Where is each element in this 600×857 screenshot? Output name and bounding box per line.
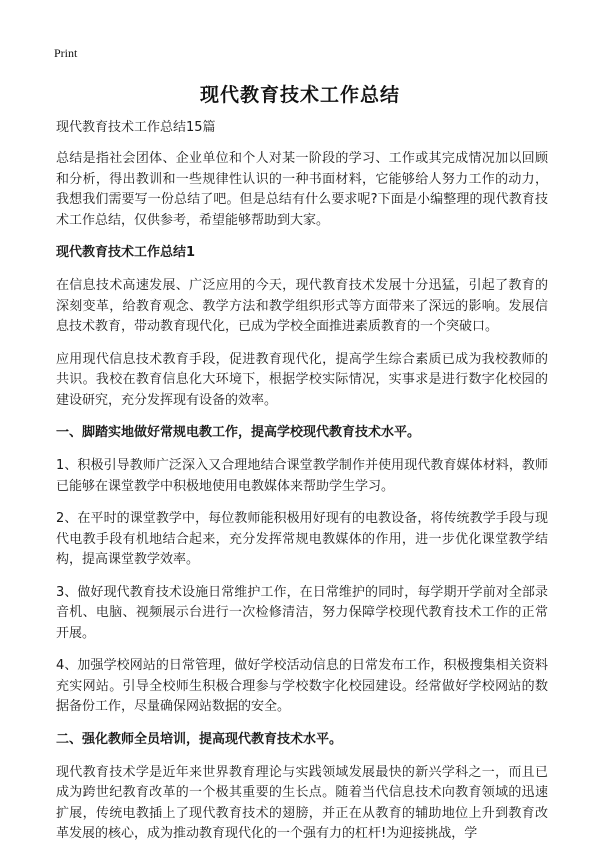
list-item-3: 3、做好现代教育技术设施日常维护工作，在日常维护的同时，每学期开学前对全部录音机、电脑、视频展示台进行一次检修清洁，努力保障学校现代教育技术工作的正常开展。 <box>56 584 548 641</box>
list-item-1: 1、积极引导教师广泛深入又合理地结合课堂教学制作并使用现代教育媒体材料，教师已能够在课堂教学中积极地使用电教媒体来帮助学生学习。 <box>56 458 548 494</box>
paragraph-3: 现代教育技术学是近年来世界教育理论与实践领域发展最快的新兴学科之一，而且已成为跨世纪教育改革的一个极其重要的生长点。随着当代信息技术向教育领域的迅速扩展，传统电教插上了现代教育技术的翅膀，并正在从教育的辅助地位上升到教育改革发展的核心，成为推动教育现代化的一个强有力的杠杆!为迎接挑战，学 <box>56 764 548 841</box>
print-link[interactable]: Print <box>54 46 78 60</box>
heading-1: 一、脚踏实地做好常规电教工作，提高学校现代教育技术水平。 <box>56 425 421 440</box>
paragraph-2: 应用现代信息技术教育手段，促进教育现代化，提高学生综合素质已成为我校教师的共识。我校在教育信息化大环境下，根据学校实际情况，实事求是进行数字化校园的建设研究，充分发挥现有设备的效率。 <box>56 351 548 408</box>
document-subtitle: 现代教育技术工作总结15篇 <box>56 120 216 135</box>
section-title: 现代教育技术工作总结1 <box>56 245 196 260</box>
list-item-4: 4、加强学校网站的日常管理，做好学校活动信息的日常发布工作，积极搜集相关资料充实网站。引导全校师生积极合理参与学校数字化校园建设。经常做好学校网站的数据备份工作，尽量确保网站数据的安全。 <box>56 658 548 714</box>
document-body <box>56 118 548 857</box>
intro-paragraph: 总结是指社会团体、企业单位和个人对某一阶段的学习、工作或其完成情况加以回顾和分析，得出教训和一些规律性认识的一种书面材料，它能够给人努力工作的动力，我想我们需要写一份总结了吧。但是总结有什么要求呢?下面是小编整理的现代教育技术工作总结，仅供参考，希望能够帮助到大家。 <box>56 151 548 228</box>
document-title: 现代教育技术工作总结 <box>199 84 400 106</box>
list-item-2: 2、在平时的课堂教学中，每位教师能积极用好现有的电教设备，将传统教学手段与现代电教手段有机地结合起来，充分发挥常规电教媒体的作用，进一步优化课堂教学结构，提高课堂教学效率。 <box>56 511 548 567</box>
heading-2: 二、强化教师全员培训，提高现代教育技术水平。 <box>56 731 343 747</box>
paragraph-1: 在信息技术高速发展、广泛应用的今天，现代教育技术发展十分迅猛，引起了教育的深刻变革，给教育观念、教学方法和教学组织形式等方面带来了深远的影响。发展信息技术教育，带动教育现代化，已成为学校全面推进素质教育的一个突破口。 <box>56 278 548 334</box>
